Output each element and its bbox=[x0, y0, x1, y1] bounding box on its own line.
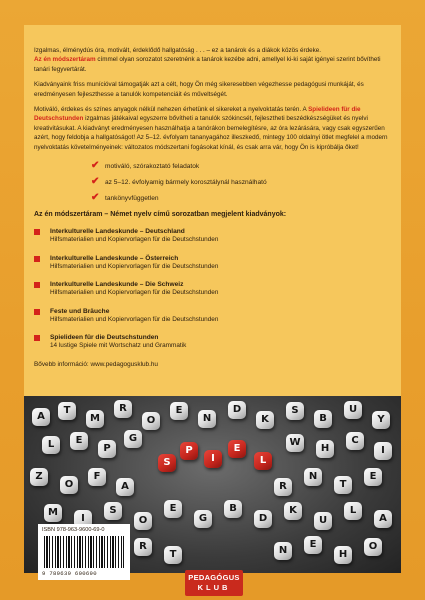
feature-list bbox=[91, 162, 394, 203]
intro-text: címmel olyan sorozatot szeretnénk a tanárok kezébe adni, amellyel ki-ki saját igényei szerint bővítheti tanári fegyvertárát. bbox=[34, 56, 381, 73]
more-info-link: Bővebb információ: www.pedagogusklub.hu bbox=[34, 361, 158, 369]
book-title: Feste und Bräuche bbox=[50, 307, 110, 315]
letter-cube: O bbox=[134, 512, 152, 530]
red-letter-cube: E bbox=[228, 440, 246, 458]
book-list-item bbox=[34, 333, 394, 351]
letter-cube: A bbox=[374, 510, 392, 528]
checkmark-icon: ✔ bbox=[91, 176, 100, 188]
book-subtitle: Hilfsmaterialien und Kopiervorlagen für die Deutschstunden bbox=[50, 315, 219, 323]
red-letter-cube: I bbox=[204, 450, 222, 468]
book-title: Interkulturelle Landeskunde – Österreich bbox=[50, 254, 179, 262]
square-bullet-icon bbox=[34, 282, 40, 288]
letter-cube: G bbox=[194, 510, 212, 528]
letter-cube: K bbox=[284, 502, 302, 520]
square-bullet-icon bbox=[34, 256, 40, 262]
book-list-item bbox=[34, 254, 394, 272]
letter-cube: U bbox=[344, 401, 362, 419]
book-list-item bbox=[34, 227, 394, 245]
intro-text: Izgalmas, élménydús óra, motivált, érdeklődő hallgatóság . . . – ez a tanárok és a diákok közös érdeke. bbox=[34, 47, 322, 54]
feature-label: motiváló, szórakoztató feladatok bbox=[105, 163, 200, 171]
letter-cube: P bbox=[98, 440, 116, 458]
intro-paragraph-1 bbox=[34, 46, 394, 74]
letter-cube: T bbox=[164, 546, 182, 564]
book-title-highlight: Spielideen für die Deutschstunden bbox=[34, 106, 361, 123]
letter-cube: I bbox=[374, 442, 392, 460]
intro-text: izgalmas játékaival egyszerre bővítheti a tanulók szókincsét, fejlesztheti beszédkészségüket és nyelvi kreativitásukat. A kiadványt eredményesen használhatja a tanórákon bemelegítésre, az óra lezárására, vagy csak egyszerűen azért, hogy feldobja a hallgatóságot! Az 5–12. évfolyam tananyagához illeszkedő, mintegy 100 oldalnyi ötlet megfelel a modern nyelvoktatás követelményeinek: változatos módszertani fogásokat kínál, és csak arra vár, hogy Ön is kipróbálja őket! bbox=[34, 115, 388, 151]
book-title: Interkulturelle Landeskunde – Die Schweiz bbox=[50, 281, 184, 289]
intro-text: Motiváló, érdekes és színes anyagok nélkül nehezen érhetünk el sikereket a nyelvoktatás terén. A bbox=[34, 106, 307, 114]
feature-item bbox=[91, 194, 394, 203]
letter-cube: Y bbox=[372, 411, 390, 429]
publisher-logo-line-2: KLUB bbox=[197, 583, 231, 592]
square-bullet-icon bbox=[34, 229, 40, 235]
publisher-logo-line-1: PEDAGÓGUS bbox=[188, 573, 240, 582]
barcode-digits: 9 789639 600690 bbox=[42, 570, 97, 577]
letter-cube: B bbox=[314, 410, 332, 428]
letter-cube: A bbox=[32, 408, 50, 426]
red-letter-cube: P bbox=[180, 442, 198, 460]
letter-cube: H bbox=[334, 546, 352, 564]
letter-cube: U bbox=[314, 512, 332, 530]
intro-paragraph-3 bbox=[34, 105, 394, 152]
letter-cube: O bbox=[60, 476, 78, 494]
checkmark-icon: ✔ bbox=[91, 160, 100, 172]
letter-cube: K bbox=[256, 411, 274, 429]
letter-cube: O bbox=[364, 538, 382, 556]
letter-cube: T bbox=[334, 476, 352, 494]
red-letter-cube: L bbox=[254, 452, 272, 470]
intro-paragraph-2: Kiadványaink friss munícióval támogatják azt a célt, hogy Ön még sikeresebben végezhesse pedagógusi munkáját, és eredményesen fejleszthesse a tanulók kompetenciáit és műveltségét. bbox=[34, 81, 364, 98]
letter-cube: F bbox=[88, 468, 106, 486]
feature-item bbox=[91, 178, 394, 187]
book-list-item bbox=[34, 307, 394, 325]
book-subtitle: Hilfsmaterialien und Kopiervorlagen für die Deutschstunden bbox=[50, 236, 219, 244]
book-title: Interkulturelle Landeskunde – Deutschland bbox=[50, 228, 185, 236]
letter-cube: E bbox=[170, 402, 188, 420]
book-subtitle: Hilfsmaterialien und Kopiervorlagen für die Deutschstunden bbox=[50, 262, 219, 270]
book-list-item bbox=[34, 280, 394, 298]
isbn-barcode bbox=[38, 524, 130, 580]
letter-cube: E bbox=[304, 536, 322, 554]
letter-cube: E bbox=[164, 500, 182, 518]
series-heading: Az én módszertáram – Német nyelv című sorozatban megjelent kiadványok: bbox=[34, 211, 287, 219]
publisher-logo bbox=[185, 570, 243, 596]
square-bullet-icon bbox=[34, 309, 40, 315]
book-subtitle: Hilfsmaterialien und Kopiervorlagen für die Deutschstunden bbox=[50, 289, 219, 297]
isbn-number: ISBN 978-963-9600-69-0 bbox=[42, 527, 105, 533]
letter-cube: B bbox=[224, 500, 242, 518]
letter-cube: E bbox=[364, 468, 382, 486]
letter-cube: N bbox=[274, 542, 292, 560]
series-name: Az én módszertáram bbox=[34, 56, 96, 64]
letter-cube: D bbox=[228, 401, 246, 419]
feature-label: tankönyvfüggetlen bbox=[105, 195, 159, 203]
letter-cube: E bbox=[70, 432, 88, 450]
letter-cube: M bbox=[44, 504, 62, 522]
letter-cube: S bbox=[104, 502, 122, 520]
square-bullet-icon bbox=[34, 335, 40, 341]
letter-cube: M bbox=[86, 410, 104, 428]
letter-cube: I bbox=[74, 510, 92, 528]
red-letter-cube: S bbox=[158, 454, 176, 472]
letter-cube: N bbox=[304, 468, 322, 486]
letter-cube: L bbox=[344, 502, 362, 520]
cover-text bbox=[34, 46, 394, 368]
letter-cube: C bbox=[346, 432, 364, 450]
letter-cube: A bbox=[116, 478, 134, 496]
letter-cube: H bbox=[316, 440, 334, 458]
feature-item bbox=[91, 162, 394, 171]
letter-cube: D bbox=[254, 510, 272, 528]
letter-cube: R bbox=[274, 478, 292, 496]
barcode-bars bbox=[44, 536, 124, 568]
letter-cube: N bbox=[198, 410, 216, 428]
letter-cube: T bbox=[58, 402, 76, 420]
letter-cube: G bbox=[124, 430, 142, 448]
letter-cube: R bbox=[134, 538, 152, 556]
letter-cube: O bbox=[142, 412, 160, 430]
letter-cube: L bbox=[42, 436, 60, 454]
letter-cube: S bbox=[286, 402, 304, 420]
letter-cube: W bbox=[286, 434, 304, 452]
book-title: Spielideen für die Deutschstunden bbox=[50, 334, 159, 342]
letter-cube: R bbox=[114, 400, 132, 418]
book-subtitle: 14 lustige Spiele mit Wortschatz und Grammatik bbox=[50, 342, 187, 350]
letter-cube: Z bbox=[30, 468, 48, 486]
checkmark-icon: ✔ bbox=[91, 192, 100, 204]
feature-label: az 5–12. évfolyamig bármely korosztálynál használható bbox=[105, 179, 267, 187]
